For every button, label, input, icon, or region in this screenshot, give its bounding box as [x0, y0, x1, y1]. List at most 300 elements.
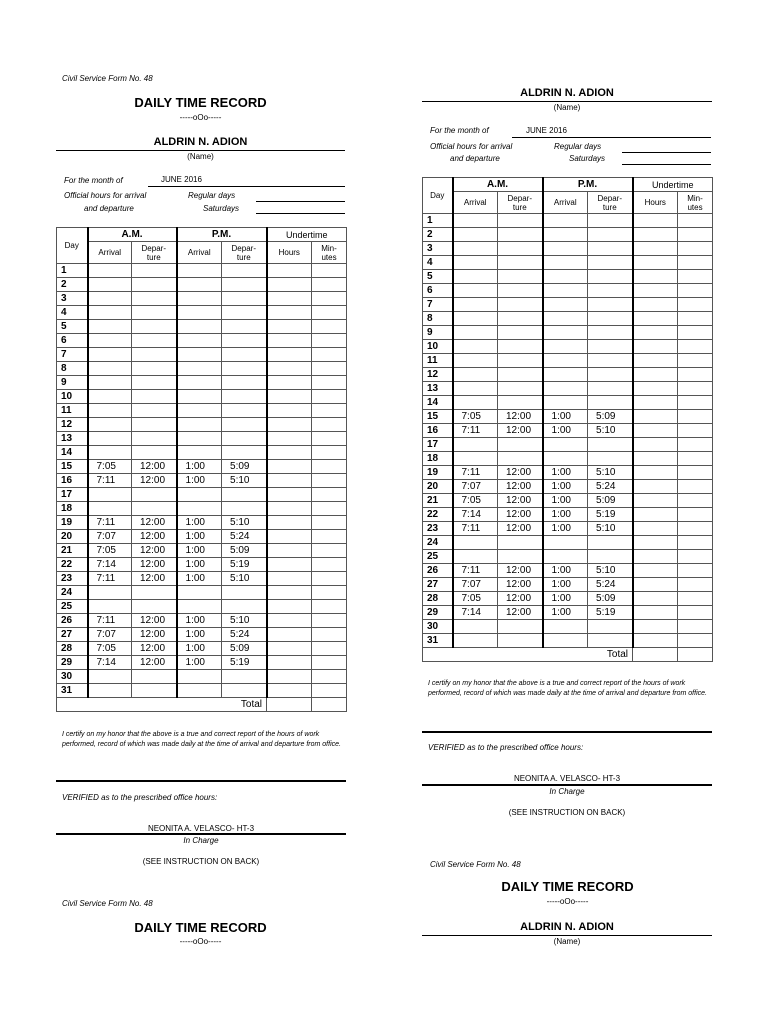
undertime-hours-cell: [633, 424, 678, 438]
am-arrival-cell: 7:07: [88, 628, 132, 642]
table-row: [57, 572, 347, 586]
day-number: 13: [57, 432, 88, 446]
pm-arrival-cell: 1:00: [543, 592, 588, 606]
form-label-2: Civil Service Form No. 48: [62, 899, 153, 908]
undertime-hours-cell: [267, 278, 312, 292]
day-number: 10: [423, 340, 453, 354]
day-number: 6: [57, 334, 88, 348]
am-departure-cell: [132, 670, 177, 684]
pm-departure-cell: [222, 418, 267, 432]
am-arrival-cell: [453, 214, 498, 228]
pm-arrival-cell: [543, 270, 588, 284]
day-number: 8: [57, 362, 88, 376]
am-arrival-cell: 7:11: [453, 564, 498, 578]
pm-departure-cell: [588, 354, 633, 368]
table-row: [57, 530, 347, 544]
am-departure-cell: [132, 306, 177, 320]
table-row: [57, 404, 347, 418]
am-arrival-cell: [453, 228, 498, 242]
pm-arrival-cell: [543, 368, 588, 382]
undertime-minutes-cell: [678, 564, 713, 578]
am-departure-cell: [498, 340, 543, 354]
undertime-minutes-cell: [312, 586, 347, 600]
col-am-arrival-right: Arrival: [453, 192, 498, 214]
pm-departure-cell: 5:24: [588, 480, 633, 494]
am-departure-cell: 12:00: [498, 410, 543, 424]
pm-departure-cell: [222, 376, 267, 390]
am-departure-cell: 12:00: [498, 522, 543, 536]
am-departure-cell: [498, 620, 543, 634]
table-row: [57, 306, 347, 320]
table-row: [423, 326, 713, 340]
table-row: [57, 642, 347, 656]
pm-departure-cell: [588, 326, 633, 340]
day-number: 8: [423, 312, 453, 326]
am-arrival-cell: [88, 292, 132, 306]
pm-departure-cell: 5:24: [222, 628, 267, 642]
pm-arrival-cell: [543, 382, 588, 396]
month-value-right: JUNE 2016: [526, 126, 567, 135]
name-caption: (Name): [187, 152, 214, 161]
undertime-minutes-cell: [312, 278, 347, 292]
undertime-hours-cell: [267, 670, 312, 684]
certification-text-right: I certify on my honor that the above is a true and correct report of the hours of work performed, record of which was made daily at the time of arrival and departure from office.: [428, 680, 707, 697]
employee-name: ALDRIN N. ADION: [56, 136, 345, 151]
am-departure-cell: 12:00: [132, 572, 177, 586]
am-departure-cell: [498, 214, 543, 228]
undertime-hours-cell: [633, 620, 678, 634]
pm-arrival-cell: 1:00: [177, 572, 222, 586]
undertime-minutes-cell: [678, 634, 713, 648]
undertime-hours-cell: [633, 368, 678, 382]
am-arrival-cell: 7:11: [88, 614, 132, 628]
pm-departure-cell: [588, 396, 633, 410]
am-arrival-cell: 7:14: [453, 606, 498, 620]
pm-departure-cell: 5:19: [222, 558, 267, 572]
undertime-hours-cell: [633, 592, 678, 606]
am-departure-cell: [132, 684, 177, 698]
day-number: 15: [423, 410, 453, 424]
pm-departure-cell: [588, 550, 633, 564]
undertime-hours-cell: [633, 340, 678, 354]
am-departure-cell: 12:00: [498, 592, 543, 606]
undertime-minutes-cell: [678, 620, 713, 634]
pm-arrival-cell: [543, 228, 588, 242]
day-number: 15: [57, 460, 88, 474]
table-row: [57, 614, 347, 628]
month-value: JUNE 2016: [161, 175, 202, 184]
undertime-minutes-cell: [678, 606, 713, 620]
am-arrival-cell: 7:07: [88, 530, 132, 544]
title-separator-2: -----oOo-----: [179, 937, 222, 946]
pm-arrival-cell: [543, 256, 588, 270]
pm-arrival-cell: 1:00: [543, 410, 588, 424]
day-number: 25: [423, 550, 453, 564]
table-row: [423, 312, 713, 326]
undertime-minutes-cell: [678, 424, 713, 438]
in-charge-name-right: NEONITA A. VELASCO- HT-3: [513, 774, 621, 783]
day-number: 18: [423, 452, 453, 466]
am-arrival-cell: 7:05: [88, 642, 132, 656]
table-row: [423, 522, 713, 536]
undertime-hours-cell: [267, 628, 312, 642]
col-am-arrival: Arrival: [88, 242, 132, 264]
undertime-hours-cell: [267, 432, 312, 446]
day-number: 1: [423, 214, 453, 228]
undertime-hours-cell: [267, 376, 312, 390]
table-row: [57, 334, 347, 348]
undertime-hours-cell: [633, 438, 678, 452]
pm-arrival-cell: 1:00: [177, 516, 222, 530]
month-underline: [148, 186, 345, 187]
undertime-hours-cell: [633, 480, 678, 494]
table-row: [57, 488, 347, 502]
pm-departure-cell: 5:24: [222, 530, 267, 544]
pm-departure-cell: [222, 320, 267, 334]
table-row: [423, 270, 713, 284]
undertime-hours-cell: [633, 326, 678, 340]
table-row: [57, 432, 347, 446]
undertime-minutes-cell: [312, 684, 347, 698]
day-number: 22: [57, 558, 88, 572]
pm-departure-cell: [222, 586, 267, 600]
regular-days-label-right: Regular days: [554, 142, 602, 151]
am-arrival-cell: [453, 634, 498, 648]
table-row: [423, 494, 713, 508]
instruction-text-right: (SEE INSTRUCTION ON BACK): [508, 808, 626, 817]
total-label: Total: [57, 698, 267, 712]
regular-days-line: [256, 201, 345, 202]
col-day: Day: [57, 228, 88, 264]
am-arrival-cell: [88, 446, 132, 460]
undertime-hours-cell: [633, 270, 678, 284]
am-arrival-cell: [88, 404, 132, 418]
undertime-hours-cell: [633, 382, 678, 396]
table-row: [423, 256, 713, 270]
undertime-minutes-cell: [312, 334, 347, 348]
am-arrival-cell: [88, 362, 132, 376]
undertime-minutes-cell: [678, 368, 713, 382]
pm-departure-cell: [588, 340, 633, 354]
am-arrival-cell: 7:05: [453, 592, 498, 606]
table-row: [423, 578, 713, 592]
am-arrival-cell: 7:11: [453, 424, 498, 438]
pm-arrival-cell: 1:00: [177, 544, 222, 558]
am-arrival-cell: [453, 396, 498, 410]
undertime-hours-cell: [633, 228, 678, 242]
pm-arrival-cell: [177, 586, 222, 600]
undertime-minutes-cell: [678, 410, 713, 424]
pm-departure-cell: 5:10: [222, 516, 267, 530]
table-row: [423, 396, 713, 410]
undertime-minutes-cell: [678, 578, 713, 592]
day-number: 10: [57, 390, 88, 404]
table-row: [57, 670, 347, 684]
day-number: 27: [57, 628, 88, 642]
day-number: 14: [423, 396, 453, 410]
official-hours-label-2: and departure: [84, 204, 134, 213]
pm-departure-cell: 5:10: [222, 572, 267, 586]
pm-departure-cell: [588, 242, 633, 256]
am-departure-cell: [498, 228, 543, 242]
saturdays-line: [256, 213, 345, 214]
pm-departure-cell: 5:19: [222, 656, 267, 670]
am-arrival-cell: [453, 340, 498, 354]
undertime-hours-cell: [267, 418, 312, 432]
undertime-minutes-cell: [312, 488, 347, 502]
pm-arrival-cell: [177, 362, 222, 376]
pm-arrival-cell: [177, 502, 222, 516]
undertime-hours-cell: [267, 530, 312, 544]
undertime-minutes-cell: [678, 354, 713, 368]
undertime-minutes-cell: [312, 320, 347, 334]
pm-arrival-cell: [177, 684, 222, 698]
am-arrival-cell: [88, 376, 132, 390]
am-arrival-cell: [88, 488, 132, 502]
in-charge-line-right: [422, 784, 712, 786]
day-number: 24: [423, 536, 453, 550]
day-number: 18: [57, 502, 88, 516]
day-number: 7: [57, 348, 88, 362]
am-arrival-cell: [88, 348, 132, 362]
col-undertime-right: Undertime: [633, 178, 713, 192]
pm-departure-cell: 5:09: [588, 410, 633, 424]
pm-departure-cell: 5:10: [588, 466, 633, 480]
pm-arrival-cell: 1:00: [177, 460, 222, 474]
day-number: 3: [57, 292, 88, 306]
table-row: [57, 418, 347, 432]
am-arrival-cell: [88, 334, 132, 348]
undertime-minutes-cell: [312, 348, 347, 362]
table-row: [57, 628, 347, 642]
am-arrival-cell: [453, 382, 498, 396]
am-arrival-cell: [88, 502, 132, 516]
undertime-minutes-cell: [678, 592, 713, 606]
saturdays-label: Saturdays: [203, 204, 240, 213]
table-row: [423, 480, 713, 494]
pm-departure-cell: [222, 334, 267, 348]
am-arrival-cell: [88, 684, 132, 698]
am-departure-cell: 12:00: [132, 544, 177, 558]
day-number: 17: [57, 488, 88, 502]
day-number: 4: [423, 256, 453, 270]
day-number: 19: [57, 516, 88, 530]
am-departure-cell: [132, 418, 177, 432]
undertime-minutes-cell: [312, 516, 347, 530]
undertime-hours-cell: [267, 502, 312, 516]
day-number: 17: [423, 438, 453, 452]
undertime-minutes-cell: [678, 228, 713, 242]
undertime-minutes-cell: [678, 522, 713, 536]
col-minutes-right: Min- utes: [678, 192, 713, 214]
undertime-minutes-cell: [312, 404, 347, 418]
pm-arrival-cell: [177, 306, 222, 320]
am-arrival-cell: 7:14: [88, 656, 132, 670]
day-number: 30: [57, 670, 88, 684]
undertime-minutes-cell: [678, 340, 713, 354]
pm-departure-cell: 5:10: [222, 474, 267, 488]
am-arrival-cell: [453, 452, 498, 466]
dtr-title-right: DAILY TIME RECORD: [501, 879, 634, 894]
pm-departure-cell: [588, 284, 633, 298]
table-row: [423, 228, 713, 242]
am-arrival-cell: [88, 390, 132, 404]
undertime-minutes-cell: [312, 292, 347, 306]
table-row: [57, 684, 347, 698]
pm-departure-cell: [588, 634, 633, 648]
pm-arrival-cell: [543, 354, 588, 368]
am-arrival-cell: 7:05: [453, 494, 498, 508]
am-arrival-cell: [453, 326, 498, 340]
undertime-hours-cell: [633, 606, 678, 620]
total-label-right: Total: [423, 648, 633, 662]
pm-departure-cell: [222, 446, 267, 460]
undertime-minutes-cell: [312, 264, 347, 278]
table-row: [423, 424, 713, 438]
day-number: 13: [423, 382, 453, 396]
am-departure-cell: 12:00: [498, 494, 543, 508]
pm-arrival-cell: [543, 326, 588, 340]
pm-departure-cell: [222, 362, 267, 376]
table-row: [57, 390, 347, 404]
undertime-hours-cell: [267, 362, 312, 376]
am-departure-cell: [498, 536, 543, 550]
pm-arrival-cell: 1:00: [543, 494, 588, 508]
am-arrival-cell: [453, 312, 498, 326]
pm-departure-cell: [222, 306, 267, 320]
pm-departure-cell: 5:09: [588, 494, 633, 508]
pm-arrival-cell: [177, 376, 222, 390]
undertime-hours-cell: [267, 684, 312, 698]
undertime-hours-cell: [267, 460, 312, 474]
undertime-minutes-cell: [312, 460, 347, 474]
am-departure-cell: [498, 354, 543, 368]
pm-arrival-cell: 1:00: [177, 656, 222, 670]
table-row: [57, 292, 347, 306]
undertime-minutes-cell: [312, 306, 347, 320]
am-departure-cell: [132, 320, 177, 334]
pm-departure-cell: [588, 270, 633, 284]
am-departure-cell: [132, 278, 177, 292]
day-number: 27: [423, 578, 453, 592]
day-number: 12: [423, 368, 453, 382]
pm-arrival-cell: [543, 340, 588, 354]
pm-arrival-cell: 1:00: [177, 474, 222, 488]
undertime-minutes-cell: [678, 508, 713, 522]
undertime-minutes-cell: [312, 670, 347, 684]
undertime-hours-cell: [267, 474, 312, 488]
am-departure-cell: [498, 634, 543, 648]
day-number: 21: [57, 544, 88, 558]
pm-departure-cell: [588, 256, 633, 270]
am-arrival-cell: [88, 320, 132, 334]
undertime-minutes-cell: [678, 298, 713, 312]
table-row: [57, 362, 347, 376]
pm-departure-cell: 5:19: [588, 606, 633, 620]
in-charge-caption-right: In Charge: [549, 787, 585, 796]
am-arrival-cell: [453, 298, 498, 312]
pm-arrival-cell: [543, 396, 588, 410]
undertime-hours-cell: [633, 214, 678, 228]
official-hours-label-right-2: and departure: [450, 154, 500, 163]
day-number: 12: [57, 418, 88, 432]
table-row: [423, 550, 713, 564]
pm-arrival-cell: [543, 284, 588, 298]
day-number: 16: [423, 424, 453, 438]
regular-days-label: Regular days: [188, 191, 236, 200]
title-separator-right: -----oOo-----: [546, 897, 589, 906]
official-hours-label: Official hours for arrival: [64, 191, 147, 200]
am-departure-cell: [132, 362, 177, 376]
pm-arrival-cell: [543, 214, 588, 228]
pm-departure-cell: 5:10: [588, 564, 633, 578]
undertime-hours-cell: [267, 642, 312, 656]
undertime-minutes-cell: [678, 396, 713, 410]
undertime-hours-cell: [267, 586, 312, 600]
am-departure-cell: [498, 242, 543, 256]
am-arrival-cell: 7:14: [88, 558, 132, 572]
undertime-hours-cell: [267, 404, 312, 418]
col-minutes: Min- utes: [312, 242, 347, 264]
am-departure-cell: 12:00: [132, 530, 177, 544]
undertime-hours-cell: [633, 536, 678, 550]
am-departure-cell: [132, 334, 177, 348]
am-arrival-cell: 7:11: [88, 474, 132, 488]
am-arrival-cell: [88, 670, 132, 684]
pm-arrival-cell: 1:00: [177, 628, 222, 642]
am-departure-cell: 12:00: [498, 578, 543, 592]
day-number: 26: [57, 614, 88, 628]
table-row: [423, 466, 713, 480]
pm-arrival-cell: [177, 390, 222, 404]
col-am-departure: Depar- ture: [132, 242, 177, 264]
undertime-hours-cell: [633, 354, 678, 368]
pm-arrival-cell: [177, 278, 222, 292]
am-departure-cell: [132, 264, 177, 278]
col-pm: P.M.: [177, 228, 267, 242]
pm-arrival-cell: 1:00: [543, 508, 588, 522]
undertime-hours-cell: [633, 452, 678, 466]
am-arrival-cell: [88, 306, 132, 320]
am-departure-cell: [498, 382, 543, 396]
am-departure-cell: 12:00: [132, 656, 177, 670]
pm-arrival-cell: [543, 298, 588, 312]
undertime-hours-cell: [633, 508, 678, 522]
undertime-minutes-cell: [678, 536, 713, 550]
pm-departure-cell: [588, 452, 633, 466]
am-arrival-cell: [453, 438, 498, 452]
pm-departure-cell: 5:09: [588, 592, 633, 606]
pm-departure-cell: 5:24: [588, 578, 633, 592]
am-departure-cell: 12:00: [132, 614, 177, 628]
certification-text: I certify on my honor that the above is a true and correct report of the hours of work performed, record of which was made daily at the time of arrival and departure from office.: [62, 731, 341, 748]
verified-text-right: VERIFIED as to the prescribed office hours:: [428, 743, 584, 752]
undertime-hours-cell: [267, 306, 312, 320]
table-row: [423, 284, 713, 298]
saturdays-line-right: [622, 164, 711, 165]
table-row: [423, 620, 713, 634]
undertime-hours-cell: [633, 634, 678, 648]
col-pm-arrival: Arrival: [177, 242, 222, 264]
day-number: 9: [423, 326, 453, 340]
day-number: 5: [423, 270, 453, 284]
day-number: 7: [423, 298, 453, 312]
undertime-minutes-cell: [312, 530, 347, 544]
day-number: 29: [423, 606, 453, 620]
table-row: [57, 460, 347, 474]
title-separator: -----oOo-----: [179, 113, 222, 122]
undertime-hours-cell: [633, 522, 678, 536]
